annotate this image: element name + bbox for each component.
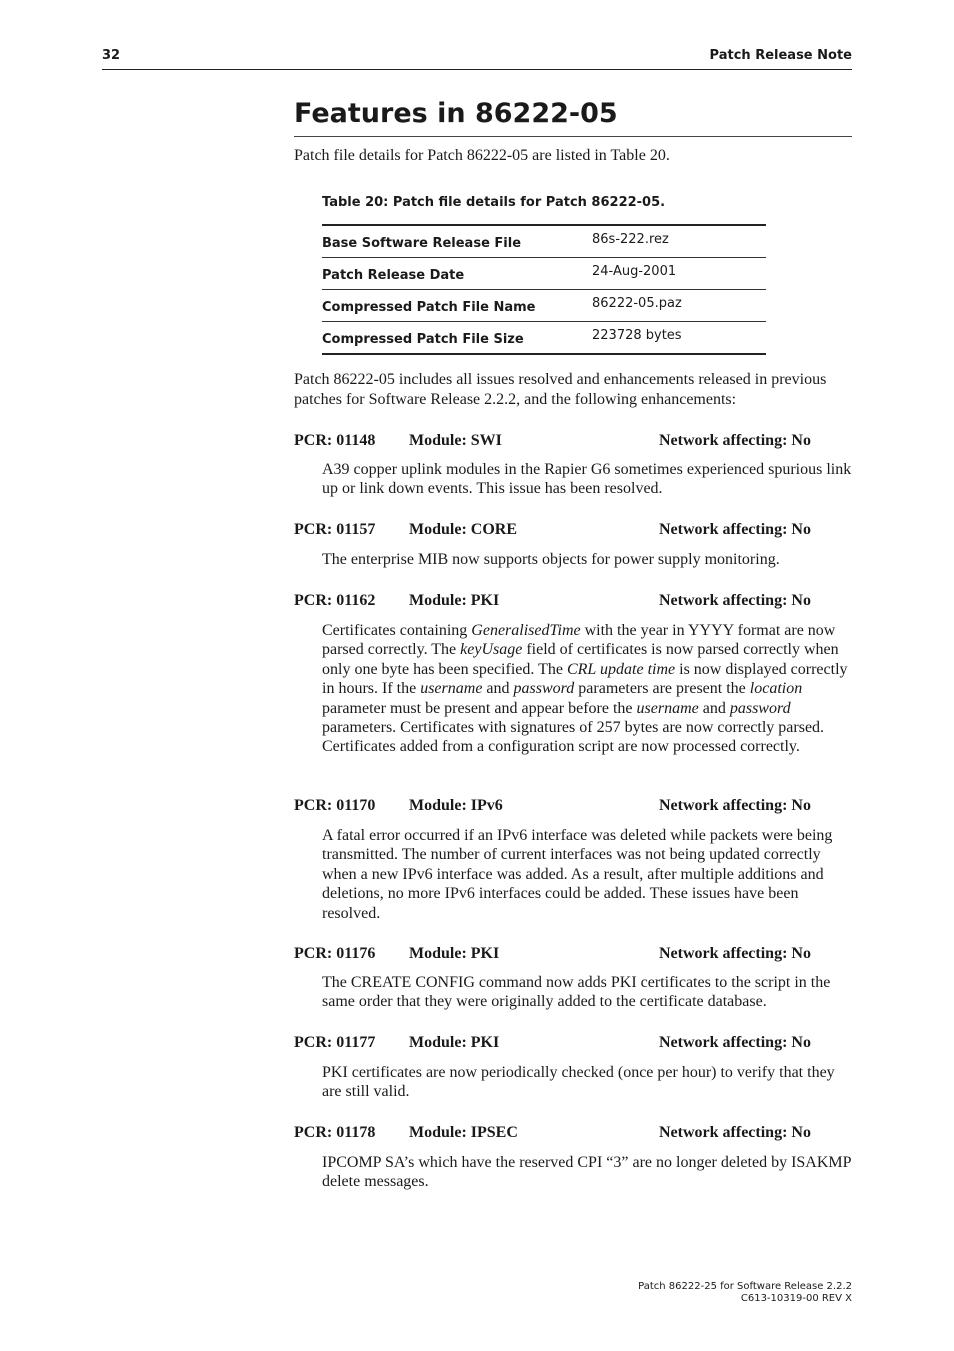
pcr-number: PCR: 01178 <box>294 1124 376 1141</box>
term-location: location <box>749 680 803 698</box>
summary-paragraph: Patch 86222-05 includes all issues resolved and enhancements released in previous patches for Software Release 2.2.2, and the following enhancements: <box>294 371 827 408</box>
row-value: 24-Aug-2001 <box>592 258 766 290</box>
pcr-network: Network affecting: No <box>659 521 811 538</box>
pcr-network: Network affecting: No <box>659 432 811 449</box>
pcr-heading <box>294 945 852 965</box>
pcr-description: The CREATE CONFIG command now adds PKI certificates to the script in the same order that they were originally added to the certificate database. <box>322 974 831 1011</box>
pcr-number: PCR: 01177 <box>294 1034 376 1051</box>
patch-details-table <box>322 224 766 355</box>
term-password: password <box>729 699 791 717</box>
pcr-module: Module: IPSEC <box>409 1124 518 1141</box>
row-value: 86s-222.rez <box>592 225 766 258</box>
table-row <box>322 258 766 290</box>
pcr-heading <box>294 1124 852 1144</box>
pcr-network: Network affecting: No <box>659 1124 811 1141</box>
pcr-description: The enterprise MIB now supports objects for power supply monitoring. <box>322 551 780 568</box>
pcr-module: Module: PKI <box>409 592 500 609</box>
footer-line: C613-10319-00 REV X <box>740 1293 852 1304</box>
pcr-network: Network affecting: No <box>659 945 811 962</box>
pcr-number: PCR: 01148 <box>294 432 376 449</box>
row-label: Base Software Release File <box>322 225 592 258</box>
row-label: Compressed Patch File Size <box>322 332 524 347</box>
term-password: password <box>513 680 575 698</box>
page-header <box>102 48 852 70</box>
term-username: username <box>636 699 699 717</box>
pcr-module: Module: SWI <box>409 432 502 449</box>
page-footer <box>638 1281 852 1305</box>
intro-paragraph: Patch file details for Patch 86222-05 are listed in Table 20. <box>294 147 670 164</box>
row-value: 223728 bytes <box>592 328 682 343</box>
table-caption: Table 20: Patch file details for Patch 86222-05. <box>322 195 666 210</box>
pcr-module: Module: IPv6 <box>409 797 503 814</box>
pcr-heading <box>294 797 852 817</box>
pcr-module: Module: PKI <box>409 1034 500 1051</box>
term-generalisedtime: GeneralisedTime <box>471 622 581 639</box>
table-row <box>322 225 766 258</box>
pcr-heading <box>294 521 852 541</box>
row-label: Patch Release Date <box>322 258 592 290</box>
row-label: Compressed Patch File Name <box>322 290 592 322</box>
pcr-network: Network affecting: No <box>659 797 811 814</box>
pcr-number: PCR: 01162 <box>294 592 376 609</box>
term-crl-update-time: CRL update time <box>566 660 676 678</box>
pcr-description: A fatal error occurred if an IPv6 interface was deleted while packets were being transmitted. The number of current interfaces was not being updated correctly when a new IPv6 interface was added. As a result, after multiple additions and deletions, no more IPv6 interfaces could be added. These issues have been resolved. <box>322 827 833 922</box>
pcr-number: PCR: 01176 <box>294 945 376 962</box>
table-row <box>322 290 766 322</box>
page-number: 32 <box>102 48 121 63</box>
pcr-description: PKI certificates are now periodically checked (once per hour) to verify that they are still valid. <box>322 1064 835 1101</box>
pcr-network: Network affecting: No <box>659 592 811 609</box>
pcr-number: PCR: 01170 <box>294 797 376 814</box>
term-username: username <box>420 680 483 698</box>
pcr-description: IPCOMP SA’s which have the reserved CPI “3” are no longer deleted by ISAKMP delete messages. <box>322 1154 851 1191</box>
footer-line: Patch 86222-25 for Software Release 2.2.2 <box>638 1281 852 1292</box>
pcr-network: Network affecting: No <box>659 1034 811 1051</box>
pcr-number: PCR: 01157 <box>294 521 376 538</box>
pcr-description: Certificates containing GeneralisedTime with the year in YYYY format are now parsed correctly. The keyUsage field of certificates is now parsed correctly when only one byte has been specified. The CRL update time is now displayed correctly in hours. If the username and password parameters are present the location parameter must be present and appear before the username and password parameters. Certificates with signatures of 257 bytes are now correctly parsed. Certificates added from a configuration script are now processed correctly. <box>322 622 848 756</box>
header-title: Patch Release Note <box>709 48 852 63</box>
term-keyusage: keyUsage <box>460 641 523 659</box>
pcr-description: A39 copper uplink modules in the Rapier G6 sometimes experienced spurious link up or link down events. This issue has been resolved. <box>322 461 852 498</box>
section-title: Features in 86222-05 <box>294 96 852 137</box>
pcr-module: Module: PKI <box>409 945 500 962</box>
pcr-heading <box>294 592 852 612</box>
pcr-module: Module: CORE <box>409 521 517 538</box>
table-row <box>322 322 766 355</box>
pcr-heading <box>294 432 852 452</box>
row-value: 86222-05.paz <box>592 290 766 322</box>
pcr-heading <box>294 1034 852 1054</box>
